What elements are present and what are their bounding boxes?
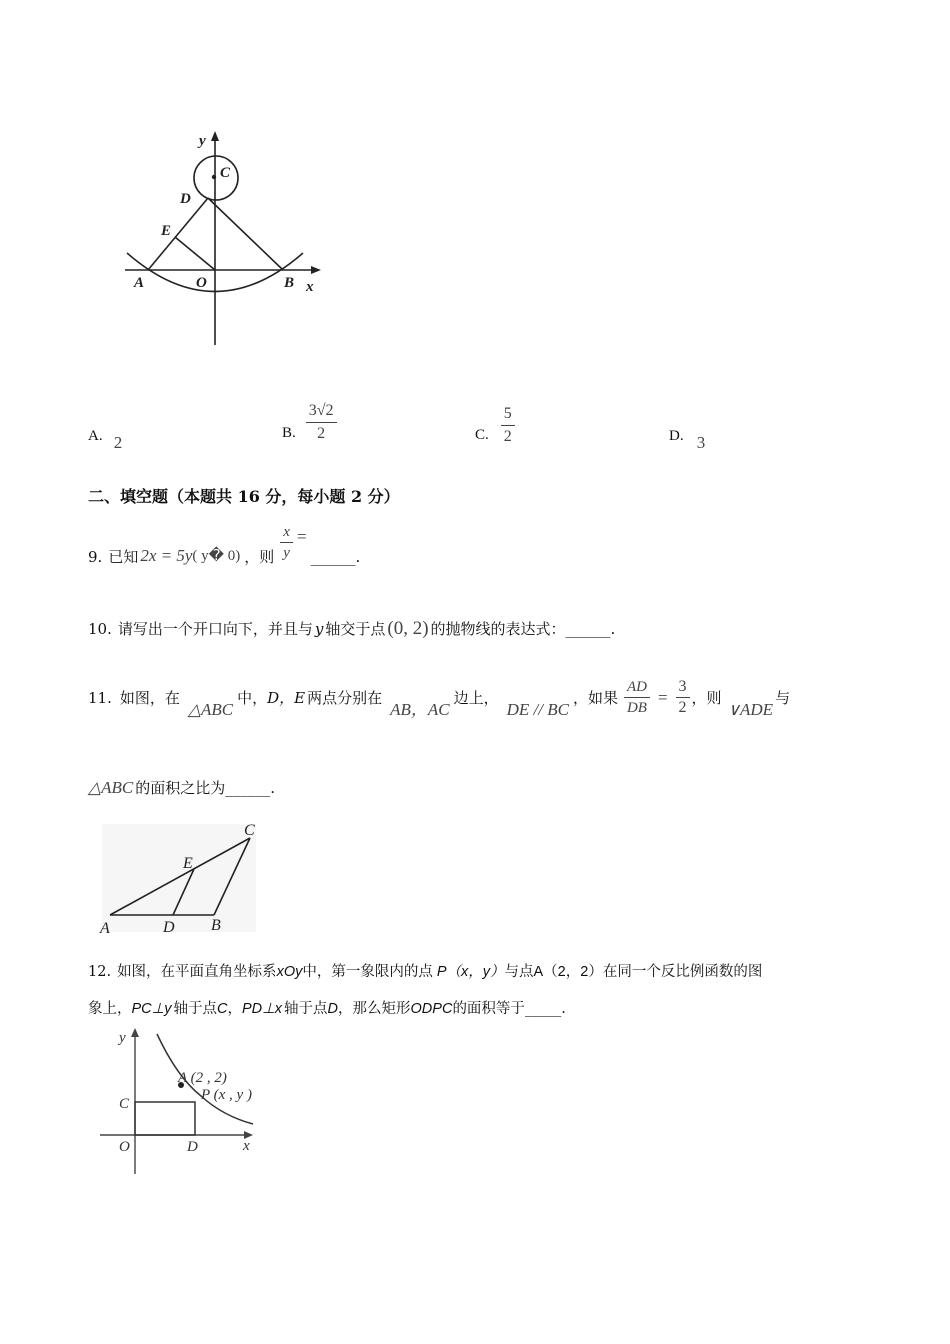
q11-t6: ，则 [691,688,722,707]
q9-condition: ( y� 0) [192,547,241,564]
fig3-label-c: C [119,1096,130,1112]
question-10 [88,619,615,639]
fig1-label-b: B [284,275,295,291]
q11-sides: AB，AC [390,699,450,719]
q10-var-y: y [314,620,324,638]
q9-prefix: 已知 [108,547,139,566]
fig1-label-y: y [199,133,206,149]
q9-equation: 2x = 5y [140,545,193,565]
option-b-numerator: 3√2 [306,400,337,423]
fig1-line-ad [148,198,208,270]
fig1-label-c: C [220,165,231,181]
q12-line2c: 轴于点 [284,1001,328,1017]
figure-3-hyperbola-diagram [95,1022,285,1182]
option-b-denominator: 2 [317,425,326,442]
q12-line2d: ，那么矩形 [338,1001,411,1017]
q11-t5: ，如果 [572,688,618,707]
option-d-value: 3 [696,433,706,452]
q11-frac-num: AD [624,677,650,698]
fig3-label-p: P (x , y ) [201,1087,252,1103]
q12-line2b: 轴于点 [173,1001,218,1017]
fig1-label-o: O [196,275,207,291]
q11-fraction-ad-db [624,677,650,718]
figure-1-circle-diagram [115,125,335,350]
q11-de: D，E [267,688,306,707]
q11-triangle: △ABC [187,699,234,719]
fig3-rectangle-odpc [135,1102,195,1135]
option-d[interactable] [669,425,706,452]
option-c-denominator: 2 [503,428,512,445]
q9-number: 9. [88,547,103,566]
q11-t3: 两点分别在 [307,688,383,707]
q12-line1b: 中，第一象限内的点 [302,964,433,980]
fig1-line-eo [175,237,215,270]
q12-pc: PC⊥y [131,1001,172,1017]
q11-t2: 中， [237,688,268,707]
q10-text-2: 轴交于点 [325,620,386,638]
option-d-label: D. [669,428,684,444]
fig2-label-c: C [244,822,255,839]
q12-point-p: P（x，y） [436,964,505,980]
question-12 [88,962,762,982]
q9-equals: = [296,526,307,546]
q11-t4: 边上， [453,688,499,707]
q12-comma: ， [227,1001,243,1017]
q12-blank[interactable]: _____. [524,1001,566,1017]
fig1-line-db [208,198,283,270]
q9-frac-num: x [280,522,293,543]
q12-d: D [327,1001,339,1017]
q11-ratio [676,677,690,718]
option-b-label: B. [282,424,296,441]
fig1-point-c [212,175,216,179]
question-12-line-2 [88,999,566,1019]
fig1-label-x: x [306,279,314,295]
fig3-label-a: A (2 , 2) [178,1070,227,1086]
fig2-label-a: A [100,920,110,937]
fig1-y-arrow [211,131,219,141]
figure-2-triangle-diagram [98,820,260,938]
q12-odpc: ODPC [410,1001,453,1017]
q11-ade: ∨ADE [727,699,774,719]
q10-text-3: 的抛物线的表达式： [430,620,566,638]
fig3-label-d: D [187,1139,198,1155]
q9-then: ，则 [244,547,275,566]
q12-line2e: 的面积等于 [452,1001,525,1017]
q11-parallel: DE // BC [506,699,569,719]
q12-line1c: 与点 [504,964,534,980]
q11-blank[interactable]: ______. [225,779,275,797]
section-2-title: 二、填空题（本题共 16 分，每小题 2 分） [88,487,400,506]
fig3-y-arrow [131,1028,139,1037]
option-a-value: 2 [113,433,123,452]
q11-number: 11. [88,688,112,707]
fig1-circle-c [194,156,238,200]
q11-t7: 与 [775,688,791,707]
fig2-label-d: D [163,919,175,936]
option-b[interactable] [282,400,337,445]
q10-blank[interactable]: ______. [565,620,616,638]
fig1-x-arrow [311,266,321,274]
q10-number: 10. [88,620,112,638]
q9-blank[interactable]: ______. [310,547,361,566]
q12-line1: 如图，在平面直角坐标系 [117,964,277,980]
q9-fraction [280,522,293,563]
q12-line1d: 在同一个反比例函数的图 [602,964,763,980]
option-c-numerator: 5 [501,403,515,426]
fig3-label-x: x [243,1138,250,1154]
question-9 [88,522,361,566]
q10-text-1: 请写出一个开口向下，并且与 [117,620,313,638]
fig2-label-e: E [183,855,193,872]
q12-xoy: xOy [276,964,303,980]
q11-line2-text: 的面积之比为 [135,779,226,797]
fig1-label-d: D [180,191,191,207]
q11-ratio-num: 3 [676,677,690,698]
q12-c: C [217,1001,228,1017]
question-11-line-2 [88,778,275,798]
q11-t1: 如图，在 [119,688,180,707]
fig1-label-a: A [134,275,145,291]
option-c-label: C. [475,426,489,443]
q12-number: 12. [88,964,112,980]
q12-line2a: 象上， [88,1001,132,1017]
q9-frac-den: y [283,545,290,561]
q11-equals: = [657,687,668,707]
fig3-label-y: y [119,1030,126,1046]
q10-point: (0, 2) [387,618,429,639]
q11-ratio-den: 2 [678,699,687,716]
q11-frac-den: DB [626,700,647,716]
fig1-label-e: E [161,223,172,239]
fig2-label-b: B [211,917,221,934]
q12-pd: PD⊥x [242,1001,283,1017]
option-b-fraction [306,400,337,445]
q12-point-a: A（2，2） [533,964,603,980]
option-a-label: A. [88,428,103,444]
option-c-fraction [501,403,515,448]
option-c[interactable] [475,403,515,448]
fig3-label-o: O [119,1139,130,1155]
question-11 [88,677,790,718]
q11-line2-triangle: △ABC [88,778,134,797]
option-a[interactable] [88,425,123,452]
